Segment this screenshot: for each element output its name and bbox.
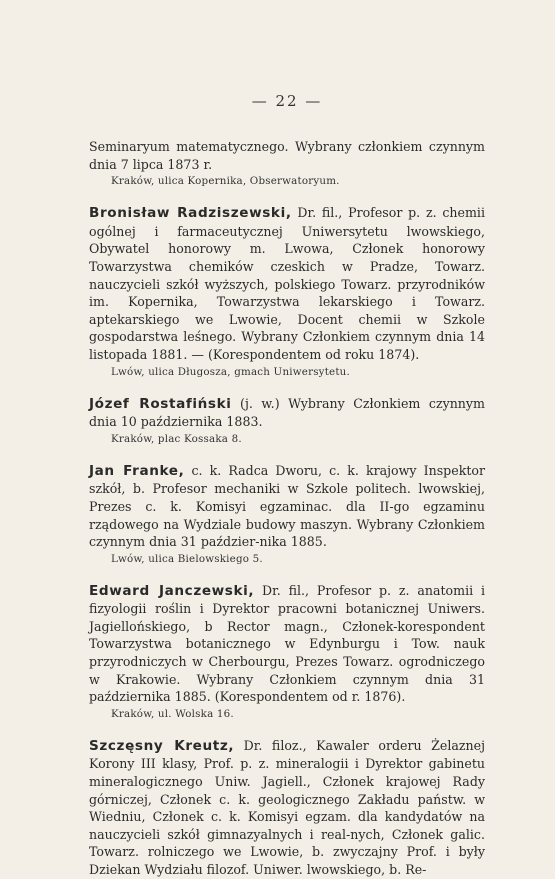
member-entry bbox=[89, 737, 485, 879]
member-description: Dr. filoz., Kawaler orderu Żelaznej Korony III klasy, Prof. p. z. mineralogii i Dyrektor gabinetu mineralogicznego Uniw. Jagiell., Członek krajowej Rady górniczej, Członek c. k. geologicznego Zakładu państw. w Wiedniu, Członek c. k. Komisyi egzam. dla kandydatów na nauczycieli szkół gimnazyalnych i real-nych, Członek galic. Towarz. rolniczego we Lwowie, b. zwyczajny Prof. i były Dziekan Wydziału filozof. Uniwer. lwowskiego, b. Re- bbox=[89, 737, 485, 877]
entry-text bbox=[89, 582, 485, 706]
member-name: Szczęsny Kreutz, bbox=[89, 737, 235, 754]
member-address: Lwów, ulica Bielowskiego 5. bbox=[111, 552, 263, 565]
member-entry bbox=[89, 204, 485, 379]
member-name: Jan Franke, bbox=[89, 462, 185, 479]
intro-address: Kraków, ulica Kopernika, Obserwatoryum. bbox=[111, 175, 340, 188]
member-address: Kraków, ul. Wolska 16. bbox=[111, 707, 234, 720]
entry-text bbox=[89, 395, 485, 431]
member-name: Bronisław Radziszewski, bbox=[89, 205, 292, 222]
member-description: Dr. fil., Profesor p. z. chemii ogólnej i farmaceutycznej Uniwersytetu lwowskiego, Obywatel honorowy m. Lwowa, Członek honorowy Towarzystwa chemików czeskich w Pradze, Towarz. nauczycieli szkół wyższych, polskiego Towarz. przyrodników im. Kopernika, Towarzystwa lekarskiego i Towarz. aptekarskiego we Lwowie, Docent chemii w Szkole gospodarstwa leśnego. Wybrany Członkiem czynnym dnia 14 listopada 1881. — (Korespondentem od roku 1874). bbox=[89, 205, 485, 362]
member-entry bbox=[89, 462, 485, 567]
entry-text bbox=[89, 737, 485, 879]
member-name: Edward Janczewski, bbox=[89, 582, 255, 599]
member-entry bbox=[89, 582, 485, 722]
member-address: Kraków, plac Kossaka 8. bbox=[111, 432, 242, 445]
intro-block bbox=[89, 138, 485, 189]
member-name: Józef Rostafiński bbox=[89, 395, 232, 412]
page-number: — 22 — bbox=[251, 92, 323, 110]
member-description: (j. w.) Wybrany Członkiem czynnym dnia 10 października 1883. bbox=[89, 395, 485, 430]
member-description: Dr. fil., Profesor p. z. anatomii i fizyologii roślin i Dyrektor pracowni botanicznej Uniwers. Jagiellońskiego, b Rector magn., Członek-korespondent Towarzystwa botanicznego w Edynburgu i Tow. nauk przyrodniczych w Cherbourgu, Prezes Towarz. ogrodniczego w Krakowie. Wybrany Członkiem czynnym dnia 31 października 1885. (Korespondentem od r. 1876). bbox=[89, 582, 485, 705]
member-address: Lwów, ulica Długosza, gmach Uniwersytetu. bbox=[111, 365, 350, 378]
entry-text bbox=[89, 204, 485, 363]
member-description: c. k. Radca Dworu, c. k. krajowy Inspektor szkół, b. Profesor mechaniki w Szkole politech. lwowskiej, Prezes c. k. Komisyi egzaminac. dla II-go egzaminu rządowego na Wydziale budowy maszyn. Wybrany Członkiem czynnym dnia 31 paździer-nika 1885. bbox=[89, 462, 485, 550]
member-entry bbox=[89, 395, 485, 447]
entry-text bbox=[89, 462, 485, 551]
intro-text: Seminaryum matematycznego. Wybrany członkiem czynnym dnia 7 lipca 1873 r. bbox=[89, 139, 485, 172]
